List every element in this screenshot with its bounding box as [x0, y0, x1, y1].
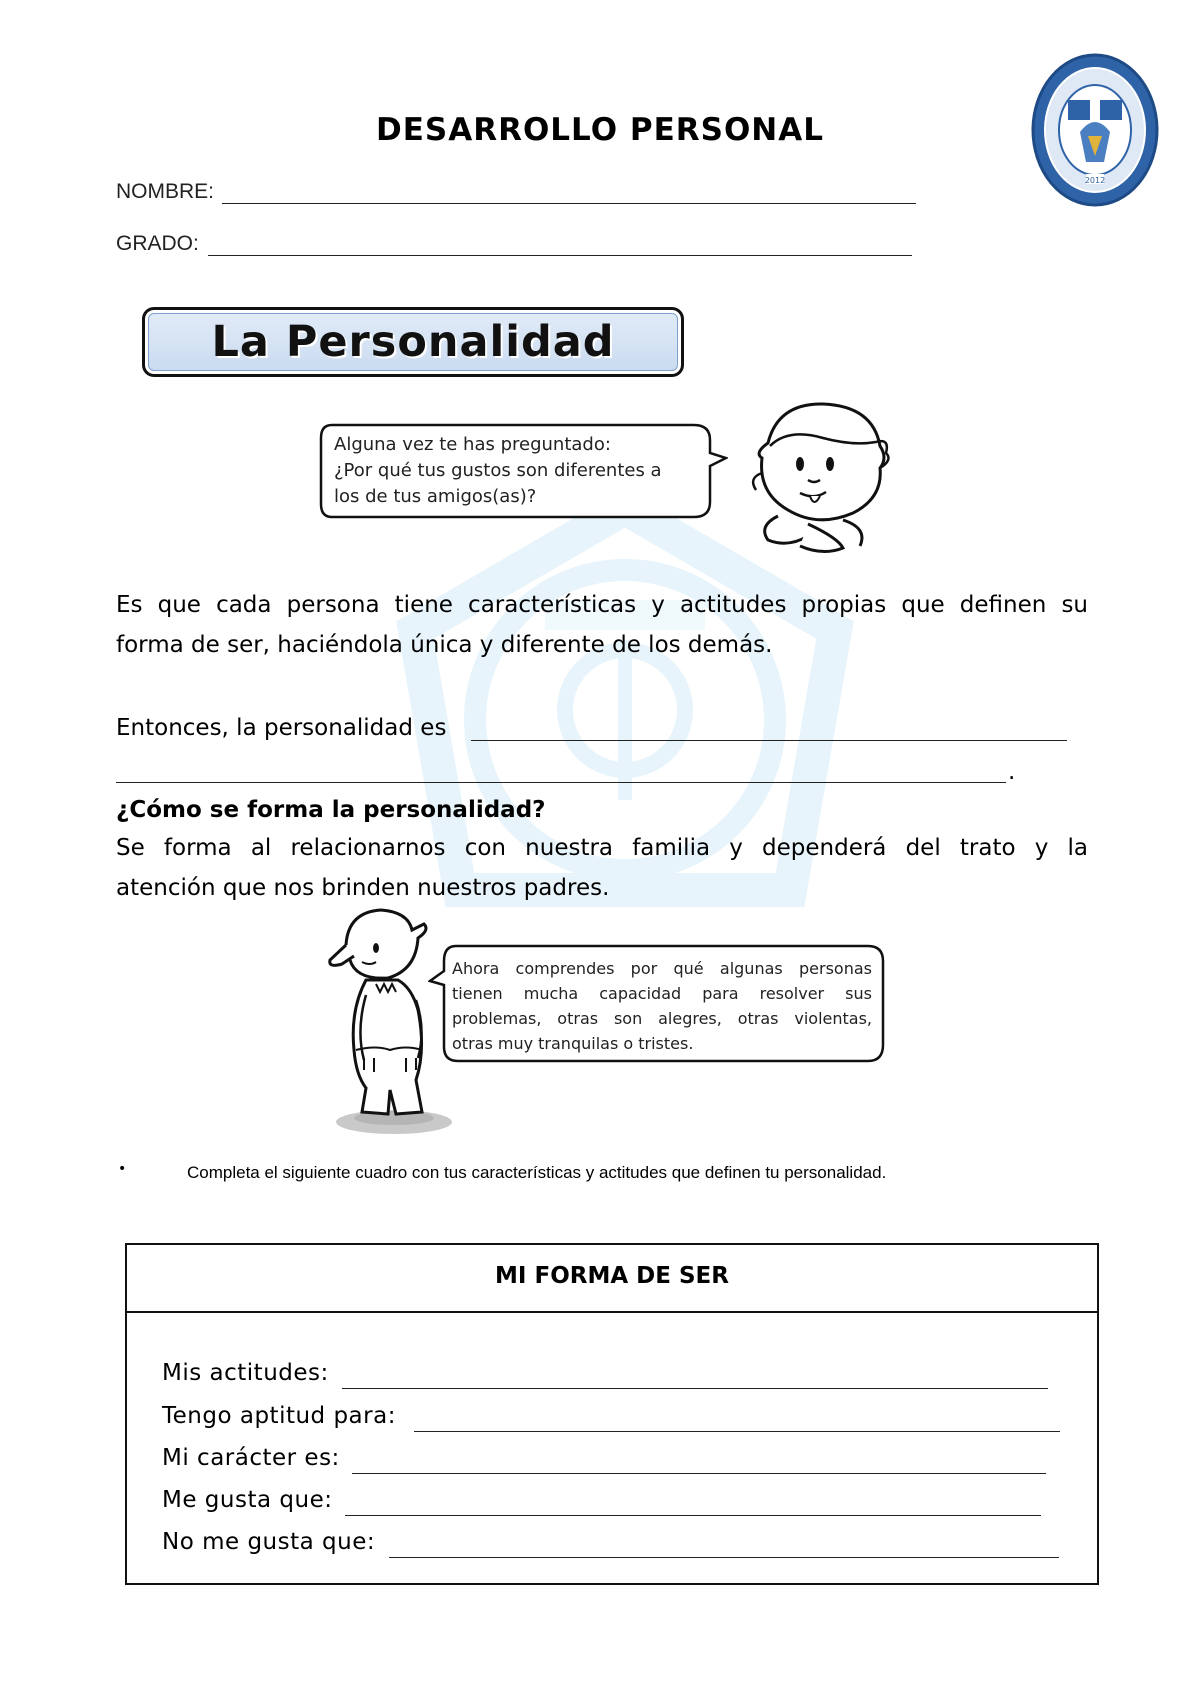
row-input-me-gusta[interactable] [345, 1515, 1041, 1516]
name-label: NOMBRE: [116, 180, 215, 203]
school-seal-logo [1030, 52, 1160, 208]
mi-forma-de-ser-table [125, 1243, 1099, 1585]
row-input-aptitud[interactable] [414, 1431, 1060, 1432]
intro-paragraph: Es que cada persona tiene características y actitudes propias que definen su forma de ser, haciéndola única y diferente de los demás. [116, 592, 1088, 658]
row-label-actitudes: Mis actitudes: [162, 1360, 329, 1386]
topic-banner-title: La Personalidad [211, 317, 615, 367]
definition-label: Entonces, la personalidad es [116, 715, 447, 741]
grade-label: GRADO: [116, 232, 199, 255]
definition-input-line[interactable] [471, 740, 1067, 741]
instruction-text: Completa el siguiente cuadro con tus características y actitudes que definen tu personalidad. [187, 1163, 887, 1182]
row-label-no-me-gusta: No me gusta que: [162, 1529, 376, 1555]
row-input-actitudes[interactable] [342, 1388, 1048, 1389]
row-input-caracter[interactable] [352, 1473, 1046, 1474]
topic-banner [142, 307, 684, 377]
definition-input-line-2[interactable] [116, 782, 1006, 783]
bubble-question-text: Alguna vez te has preguntado: ¿Por qué tus gustos son diferentes a los de tus amigos(as)? [334, 434, 662, 507]
grade-input-line[interactable] [208, 255, 912, 256]
svg-text:2012: 2012 [1084, 176, 1106, 185]
document-title: DESARROLLO PERSONAL [375, 112, 824, 148]
table-title: MI FORMA DE SER [495, 1263, 729, 1289]
row-label-caracter: Mi carácter es: [162, 1445, 340, 1471]
row-input-no-me-gusta[interactable] [389, 1557, 1059, 1558]
definition-end-mark: . [1008, 759, 1016, 785]
row-label-aptitud: Tengo aptitud para: [162, 1403, 396, 1429]
name-input-line[interactable] [222, 203, 916, 204]
boy-face-illustration [748, 398, 898, 558]
formation-paragraph: Se forma al relacionarnos con nuestra familia y dependerá del trato y la atención que nos brinden nuestros padres. [116, 835, 1088, 901]
table-header [127, 1245, 1097, 1313]
row-label-me-gusta: Me gusta que: [162, 1487, 333, 1513]
bubble-explanation-text: Ahora comprendes por qué algunas personas tienen mucha capacidad para resolver sus problemas, otras son alegres, otras violentas, otras muy tranquilas o tristes. [452, 959, 872, 1053]
section-heading: ¿Cómo se forma la personalidad? [116, 797, 546, 823]
instruction-bullet: • [118, 1161, 127, 1177]
